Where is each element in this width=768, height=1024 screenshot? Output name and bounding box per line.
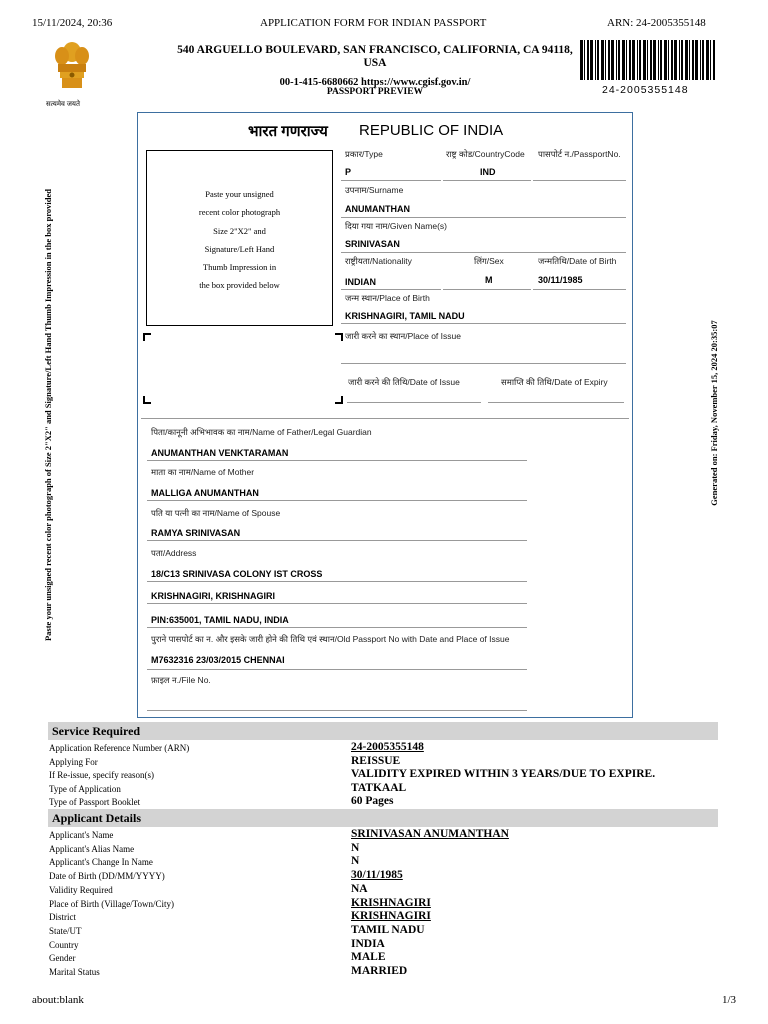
file-no-line: [147, 710, 527, 711]
surname-line: [341, 217, 626, 218]
country-code-label: राष्ट्र कोड/CountryCode: [446, 149, 525, 159]
old-passport-value: M7632316 23/03/2015 CHENNAI: [151, 655, 285, 665]
given-name-label: दिया गया नाम/Given Name(s): [345, 221, 448, 231]
applicant-row-value: TAMIL NADU: [351, 923, 425, 936]
service-row-value: 24-2005355148: [351, 741, 424, 753]
national-emblem-icon: [50, 38, 94, 100]
file-no-label: फ़ाइल न./File No.: [151, 675, 211, 685]
doi-line: [347, 402, 481, 403]
father-value: ANUMANTHAN VENKTARAMAN: [151, 448, 289, 458]
applicant-row-value: MALE: [351, 951, 386, 964]
passport-no-line: [533, 180, 626, 181]
pob-line: [341, 323, 626, 324]
passport-title-english: REPUBLIC OF INDIA: [359, 122, 504, 139]
applicant-row-label: District: [49, 912, 76, 923]
applicant-row-value: NA: [351, 882, 368, 895]
dob-line: [533, 289, 626, 290]
document-title: APPLICATION FORM FOR INDIAN PASSPORT: [260, 17, 487, 29]
applicant-row-label: Applicant's Alias Name: [49, 843, 135, 854]
emblem-motto: सत्यमेव जयते: [46, 100, 80, 108]
mother-label: माता का नाम/Name of Mother: [151, 467, 255, 477]
service-row-label: Type of Passport Booklet: [49, 797, 141, 808]
lower-divider: [141, 418, 629, 419]
pob-label: जन्म स्थान/Place of Birth: [345, 293, 430, 303]
applicant-row-label: Validity Required: [49, 884, 113, 895]
address-label: पता/Address: [151, 548, 197, 558]
signature-corner-tr: [335, 333, 343, 341]
signature-corner-br: [335, 396, 343, 404]
sex-value: M: [485, 275, 493, 285]
applicant-row-label: Date of Birth (DD/MM/YYYY): [49, 871, 165, 882]
service-required-heading: Service Required: [48, 722, 718, 740]
service-row-label: If Re-issue, specify reason(s): [49, 770, 154, 781]
address-line3-rule: [147, 627, 527, 628]
given-name-line: [341, 252, 626, 253]
page-number: 1/3: [722, 994, 737, 1006]
passport-title-hindi: भारत गणराज्य: [248, 123, 328, 140]
country-line: [443, 180, 531, 181]
signature-corner-tl: [143, 333, 151, 341]
applicant-row-value: MARRIED: [351, 965, 408, 977]
applicant-row-value: N: [351, 855, 360, 868]
applicant-row-value: 30/11/1985: [351, 869, 403, 882]
poi-line: [341, 363, 626, 364]
applicant-row-value: SRINIVASAN ANUMANTHAN: [351, 828, 509, 840]
applicant-row-value: N: [351, 841, 360, 854]
address-line2: KRISHNAGIRI, KRISHNAGIRI: [151, 591, 276, 601]
dob-label: जन्मतिथि/Date of Birth: [538, 256, 617, 266]
type-line: [341, 180, 441, 181]
old-passport-label: पुराने पासपोर्ट का न. और इसके जारी होने की तिथि एवं स्थान/Old Passport No with Date and Place of Issue: [151, 634, 510, 644]
applicant-row-label: Applicant's Name: [49, 830, 114, 840]
doe-line: [488, 402, 624, 403]
applicant-row-value: KRISHNAGIRI: [351, 910, 431, 923]
applicant-row-label: Country: [49, 939, 79, 950]
father-line: [147, 460, 527, 461]
country-code-value: IND: [480, 167, 496, 177]
print-timestamp: 15/11/2024, 20:36: [32, 17, 113, 29]
pob-value: KRISHNAGIRI, TAMIL NADU: [345, 311, 465, 321]
dob-value: 30/11/1985: [538, 275, 583, 285]
applicant-row-value: KRISHNAGIRI: [351, 896, 431, 909]
spouse-label: पति या पत्नी का नाम/Name of Spouse: [151, 508, 281, 518]
service-row-label: Applying For: [49, 756, 98, 767]
barcode-text: 24-2005355148: [602, 84, 689, 96]
nationality-label: राष्ट्रीयता/Nationality: [345, 256, 412, 266]
applicant-row-value: INDIA: [351, 937, 385, 950]
father-label: पिता/कानूनी अभिभावक का नाम/Name of Father/Legal Guardian: [151, 427, 372, 437]
address-line2-rule: [147, 603, 527, 604]
nationality-value: INDIAN: [345, 277, 376, 287]
service-row-value: 60 Pages: [351, 795, 394, 808]
service-row-value: REISSUE: [351, 754, 401, 767]
applicant-row-label: Place of Birth (Village/Town/City): [49, 898, 175, 909]
sex-line: [443, 289, 531, 290]
barcode: [578, 40, 718, 80]
signature-corner-bl: [143, 396, 151, 404]
spouse-line: [147, 540, 527, 541]
left-vertical-instructions: Paste your unsigned recent color photograph of Size 2"X2" and Signature/Left Hand Thumb Impression in the box provided: [43, 188, 53, 642]
applicant-row-label: Marital Status: [49, 967, 100, 977]
applicant-row-label: Gender: [49, 953, 76, 964]
photo-instructions: Paste your unsigned recent color photograph Size 2"X2" and Signature/Left Hand Thumb Impression in the box provided below: [198, 189, 281, 291]
service-row-label: Type of Application: [49, 783, 121, 794]
surname-value: ANUMANTHAN: [345, 204, 410, 214]
old-passport-line: [147, 669, 527, 670]
passport-preview-title: PASSPORT PREVIEW: [326, 87, 424, 97]
spouse-value: RAMYA SRINIVASAN: [151, 528, 241, 538]
address-line1-rule: [147, 581, 527, 582]
footer-url: about:blank: [32, 994, 84, 1006]
mother-value: MALLIGA ANUMANTHAN: [151, 488, 259, 498]
address-line3: PIN:635001, TAMIL NADU, INDIA: [151, 615, 289, 625]
given-name-value: SRINIVASAN: [345, 239, 400, 249]
mother-line: [147, 500, 527, 501]
consulate-address: 540 ARGUELLO BOULEVARD, SAN FRANCISCO, CALIFORNIA, CA 94118, USA: [177, 44, 573, 69]
applicant-row-label: State/UT: [49, 925, 82, 936]
type-label: प्रकार/Type: [345, 149, 383, 159]
address-line1: 18/C13 SRINIVASA COLONY IST CROSS: [151, 569, 323, 579]
arn-header: ARN: 24-2005355148: [607, 17, 706, 29]
service-row-value: TATKAAL: [351, 781, 407, 794]
applicant-details-heading: Applicant Details: [48, 809, 718, 827]
generated-on: Generated on: Friday, November 15, 2024 20:35:07: [709, 320, 719, 506]
doi-label: जारी करने की तिथि/Date of Issue: [348, 377, 460, 387]
passport-no-label: पासपोर्ट न./PassportNo.: [538, 149, 621, 159]
poi-label: जारी करने का स्थान/Place of Issue: [345, 331, 461, 341]
type-value: P: [345, 167, 352, 177]
doe-label: समाप्ति की तिथि/Date of Expiry: [501, 377, 608, 387]
applicant-row-label: Applicant's Change In Name: [49, 857, 153, 868]
nationality-line: [341, 289, 441, 290]
consulate-contact: 00-1-415-6680662 https://www.cgisf.gov.in/: [279, 77, 471, 88]
service-row-label: Application Reference Number (ARN): [49, 743, 190, 753]
sex-label: लिंग/Sex: [474, 256, 504, 266]
service-row-value: VALIDITY EXPIRED WITHIN 3 YEARS/DUE TO EXPIRE.: [351, 768, 656, 781]
surname-label: उपनाम/Surname: [345, 185, 404, 195]
